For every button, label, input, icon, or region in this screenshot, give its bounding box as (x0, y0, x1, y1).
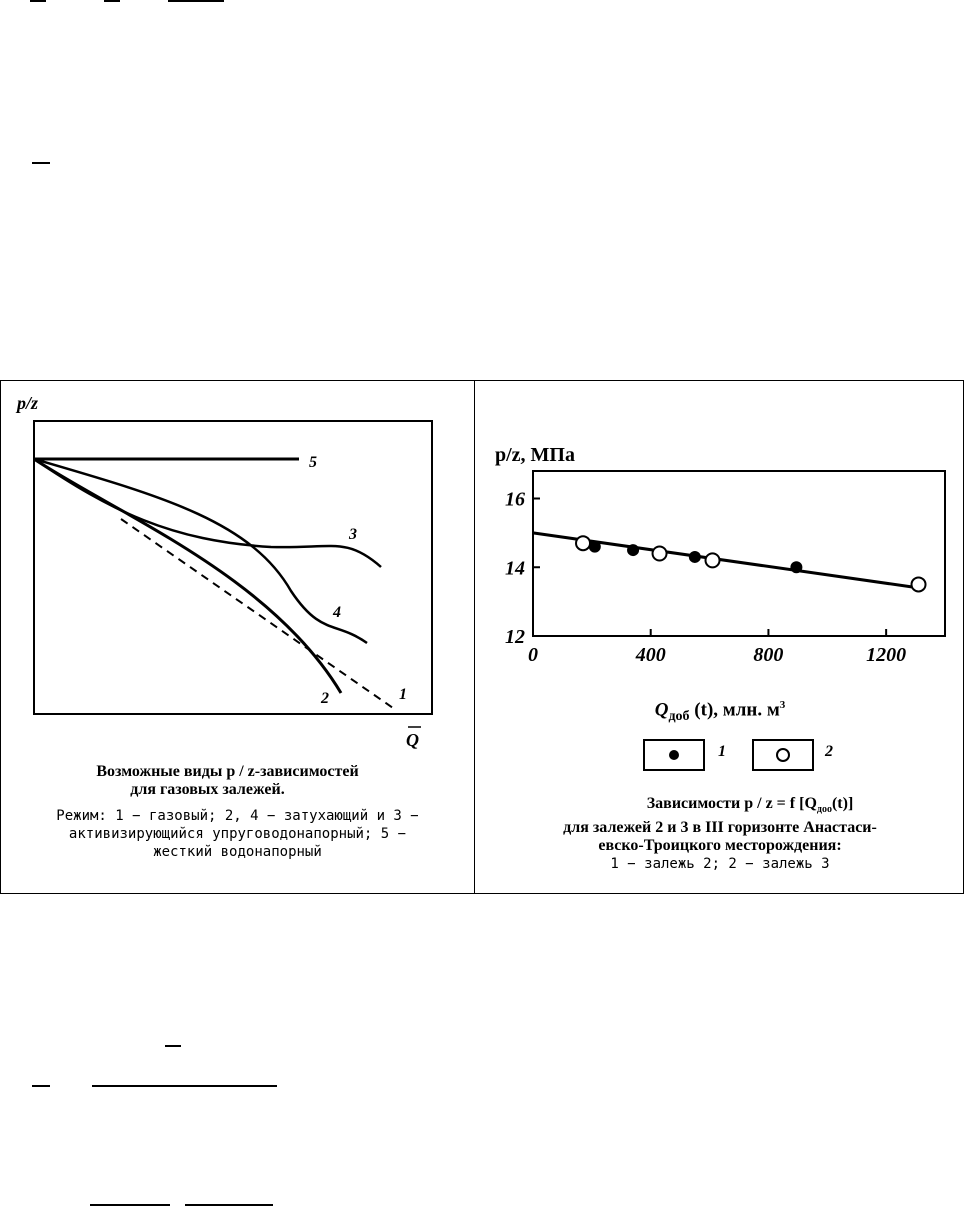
data-point-open (576, 536, 590, 550)
legend-label-2: 2 (825, 743, 833, 760)
legend-label-1: 1 (718, 743, 726, 760)
data-point-filled (790, 561, 802, 573)
equation-fraction-bar (104, 0, 120, 2)
curve-1 (121, 519, 393, 708)
x-tick-label: 0 (528, 644, 538, 666)
left-x-axis-label: Q (406, 730, 419, 750)
equation-fraction-bar (185, 1204, 273, 1206)
equation-fraction-bar (32, 1085, 50, 1087)
figure-frame (0, 380, 964, 894)
left-y-axis-label: p/z (17, 393, 39, 413)
right-caption-line2: для залежей 2 и 3 в III горизонте Анастаси- (563, 819, 877, 837)
left-caption-title-line2: для газовых залежей. (130, 781, 285, 798)
curve-label-5: 5 (309, 454, 317, 471)
curve-4 (34, 459, 367, 643)
right-chart (475, 381, 965, 681)
equation-fraction-bar (90, 1204, 170, 1206)
equation-fraction-bar (165, 1045, 181, 1047)
right-caption-title-sub: доо (816, 804, 832, 816)
left-caption-note-line3: жесткий водонапорный (153, 844, 322, 860)
right-caption-title-text: Зависимости p / z = f [Q (646, 795, 817, 812)
data-point-open (706, 553, 720, 567)
equation-fraction-bar (168, 0, 224, 2)
x-tick-label: 400 (635, 644, 666, 666)
equation-fraction-bar (92, 1085, 277, 1087)
curve-label-4: 4 (333, 604, 341, 621)
right-plot-frame (533, 471, 945, 636)
curve-label-1: 1 (399, 686, 407, 703)
left-plot-frame (34, 421, 432, 714)
legend-box-2 (752, 739, 814, 771)
y-tick-label: 16 (505, 488, 525, 511)
curve-label-3: 3 (349, 526, 357, 543)
right-caption-line4: 1 − залежь 2; 2 − залежь 3 (610, 856, 830, 873)
fit-line (533, 533, 919, 588)
legend-filled-marker (669, 750, 679, 760)
left-caption (1, 763, 474, 861)
x-tick-label: 1200 (866, 644, 907, 666)
left-chart (1, 381, 474, 751)
right-plot-area (505, 471, 945, 666)
curve-label-2: 2 (321, 690, 329, 707)
equation-fraction-bar (32, 162, 50, 164)
right-y-axis-label: p/z, МПа (495, 444, 575, 466)
data-point-open (653, 547, 667, 561)
x-tick-label: 800 (753, 644, 784, 666)
legend-box-1 (643, 739, 705, 771)
left-caption-title: Возможные виды p / z-зависимостей (96, 763, 359, 780)
y-tick-label: 14 (505, 557, 525, 580)
left-caption-note-line1: Режим: 1 − газовый; 2, 4 − затухающий и 3 − (56, 808, 419, 824)
x-label-sub: доб (668, 709, 690, 725)
right-caption-title-end: (t)] (831, 795, 854, 812)
y-tick-label: 12 (505, 626, 525, 648)
data-point-filled (689, 551, 701, 563)
left-caption-note-line2: активизирующийся упруговодонапорный; 5 − (68, 826, 407, 842)
legend-open-marker (776, 748, 790, 762)
data-point-filled (627, 544, 639, 556)
left-figure-panel (1, 381, 474, 893)
x-label-q: Q (654, 699, 669, 721)
right-figure-panel (475, 381, 965, 893)
equation-fraction-bar (30, 0, 46, 2)
x-label-rest: (t), млн. м (689, 699, 780, 721)
x-label-sup: 3 (779, 699, 786, 711)
right-caption-line3: евско-Троицкого месторождения: (598, 837, 842, 855)
right-x-axis-label (475, 699, 965, 725)
right-caption-title (535, 795, 965, 819)
curve-2 (34, 459, 341, 693)
right-caption (475, 795, 965, 873)
data-point-open (912, 577, 926, 591)
